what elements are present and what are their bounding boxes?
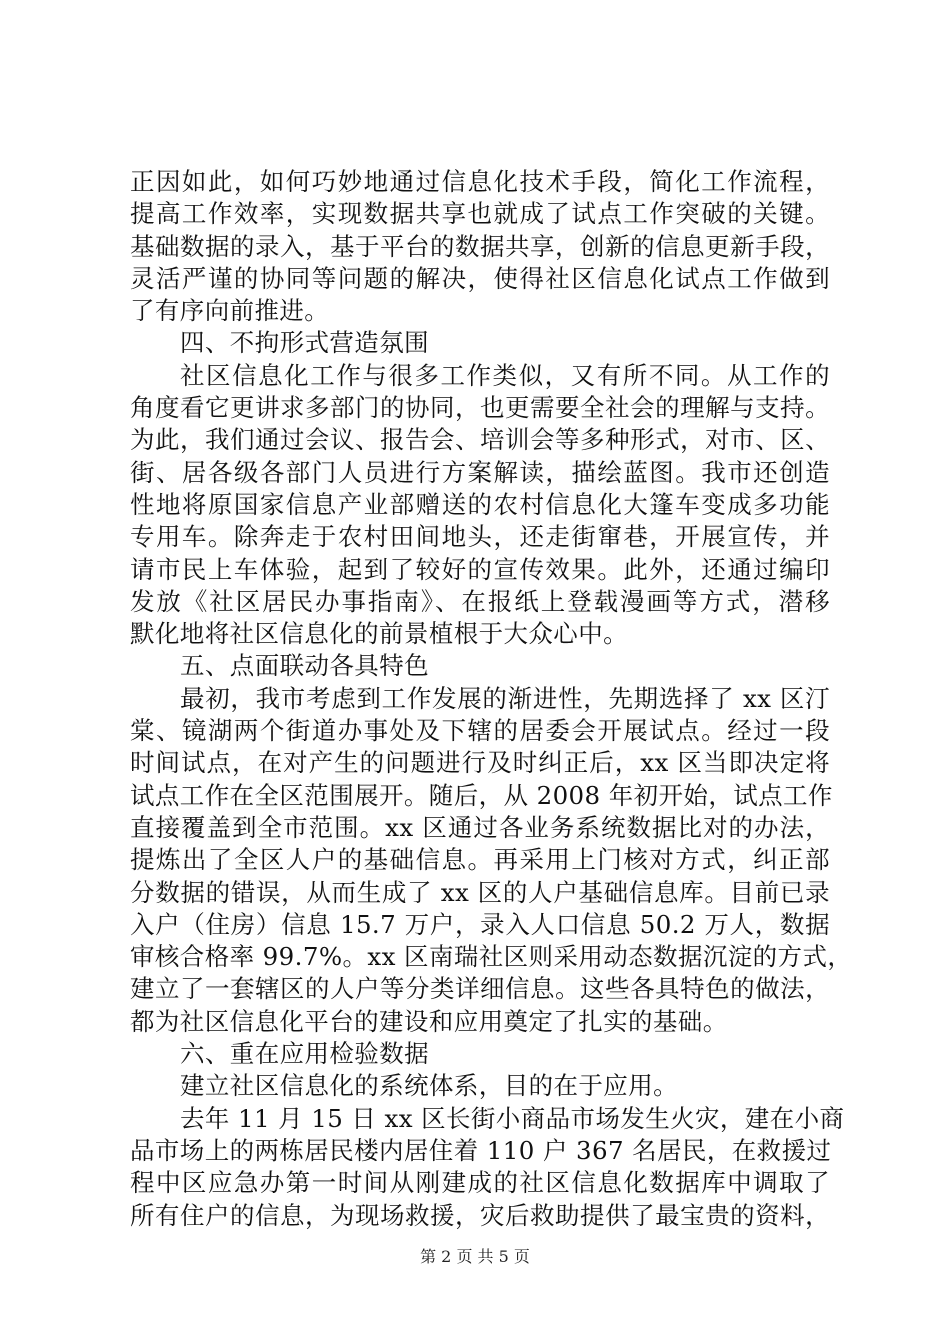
section-heading: 六、重在应用检验数据	[180, 1039, 429, 1069]
section-heading: 五、点面联动各具特色	[180, 651, 429, 681]
document-body	[130, 166, 853, 1232]
paragraph-line: 直接覆盖到全市范围。xx 区通过各业务系统数据比对的办法，	[130, 812, 830, 842]
paragraph-line: 发放《社区居民办事指南》、在报纸上登载漫画等方式，潜移	[130, 586, 830, 616]
paragraph-line: 建立社区信息化的系统体系，目的在于应用。	[180, 1071, 678, 1101]
paragraph-line: 正因如此，如何巧妙地通过信息化技术手段，简化工作流程，	[130, 167, 830, 196]
paragraph-line: 为此，我们通过会议、报告会、培训会等多种形式，对市、区、	[130, 425, 830, 455]
paragraph-line: 时间试点，在对产生的问题进行及时纠正后，xx 区当即决定将	[130, 748, 830, 778]
paragraph-line: 性地将原国家信息产业部赠送的农村信息化大篷车变成多功能	[130, 489, 830, 519]
paragraph-line: 了有序向前推进。	[130, 296, 330, 326]
paragraph-line: 审核合格率 99.7%。xx 区南瑞社区则采用动态数据沉淀的方式，	[130, 942, 853, 972]
paragraph-line: 灵活严谨的协同等问题的解决，使得社区信息化试点工作做到	[130, 263, 830, 293]
paragraph-line: 街、居各级各部门人员进行方案解读，描绘蓝图。我市还创造	[130, 457, 830, 487]
page-number-footer: 第 2 页 共 5 页	[420, 1247, 530, 1266]
paragraph-line: 角度看它更讲求多部门的协同，也更需要全社会的理解与支持。	[130, 393, 830, 423]
paragraph-line: 分数据的错误，从而生成了 xx 区的人户基础信息库。目前已录	[130, 877, 830, 907]
paragraph-line: 品市场上的两栋居民楼内居住着 110 户 367 名居民，在救援过	[130, 1135, 832, 1165]
paragraph-line: 提炼出了全区人户的基础信息。再采用上门核对方式，纠正部	[130, 845, 830, 875]
paragraph-line: 都为社区信息化平台的建设和应用奠定了扎实的基础。	[130, 1006, 728, 1036]
paragraph-line: 请市民上车体验，起到了较好的宣传效果。此外，还通过编印	[130, 554, 830, 584]
paragraph-line: 试点工作在全区范围展开。随后，从 2008 年初开始，试点工作	[130, 780, 833, 810]
section-heading: 四、不拘形式营造氛围	[180, 328, 429, 358]
paragraph-line: 所有住户的信息，为现场救援，灾后救助提供了最宝贵的资料，	[130, 1200, 830, 1230]
paragraph-line: 去年 11 月 15 日 xx 区长街小商品市场发生火灾，建在小商	[180, 1103, 845, 1133]
paragraph-line: 入户（住房）信息 15.7 万户，录入人口信息 50.2 万人，数据	[130, 909, 830, 939]
paragraph-line: 专用车。除奔走于农村田间地头，还走街窜巷，开展宣传，并	[130, 522, 830, 552]
paragraph-line: 社区信息化工作与很多工作类似，又有所不同。从工作的	[180, 360, 830, 390]
paragraph-line: 建立了一套辖区的人户等分类详细信息。这些各具特色的做法，	[130, 974, 830, 1004]
paragraph-line: 默化地将社区信息化的前景植根于大众心中。	[130, 619, 628, 649]
paragraph-line: 程中区应急办第一时间从刚建成的社区信息化数据库中调取了	[130, 1168, 830, 1198]
paragraph-line: 基础数据的录入，基于平台的数据共享，创新的信息更新手段，	[130, 231, 830, 261]
paragraph-line: 提高工作效率，实现数据共享也就成了试点工作突破的关键。	[130, 199, 830, 229]
paragraph-line: 最初，我市考虑到工作发展的渐进性，先期选择了 xx 区汀	[180, 683, 830, 713]
paragraph-line: 棠、镜湖两个街道办事处及下辖的居委会开展试点。经过一段	[130, 716, 830, 746]
